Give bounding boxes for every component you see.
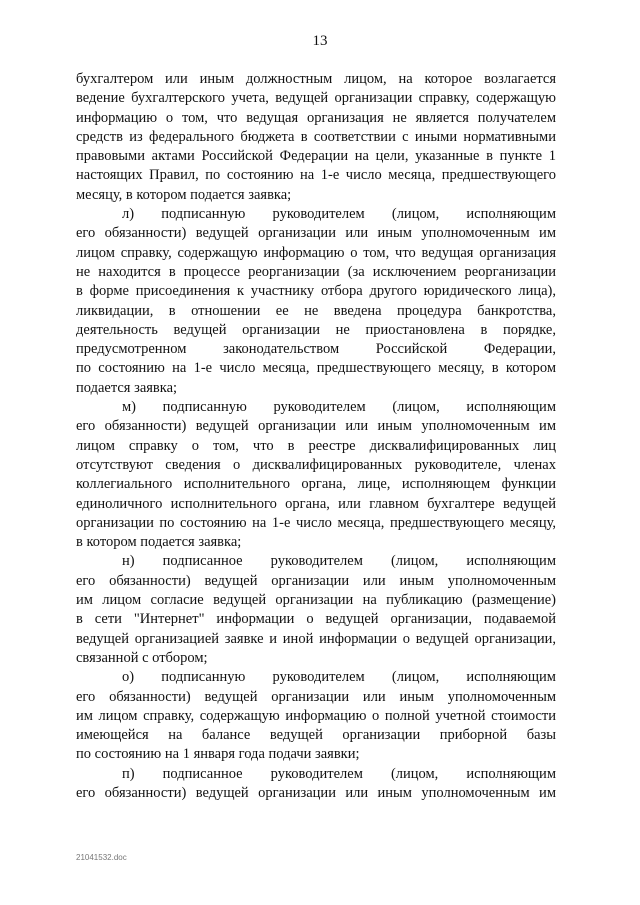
text-line: ликвидации, в отношении ее не введена процедура банкротства, — [76, 302, 556, 319]
text-line: его обязанности) ведущей организации или иным уполномоченным им — [76, 784, 556, 801]
text-line: его обязанности) ведущей организации или иным уполномоченным — [76, 688, 556, 705]
paragraph-item-m — [76, 398, 556, 552]
text-line: информацию о том, что ведущая организация не является получателем — [76, 109, 556, 126]
text-line: связанной с отбором; — [76, 649, 208, 666]
text-line: подается заявка; — [76, 379, 178, 396]
text-line: не находится в процессе реорганизации (за исключением реорганизации — [76, 263, 556, 280]
paragraph-item-o — [76, 668, 556, 764]
text-line: в котором подается заявка; — [76, 534, 242, 551]
text-line: средств из федерального бюджета в соответствии с иными нормативными — [76, 128, 556, 145]
document-body — [76, 70, 556, 803]
text-line: ведущей организацией заявке и иной информации о ведущей организации, — [76, 630, 556, 647]
text-line: коллегиального исполнительного органа, лице, исполняющем функции — [76, 476, 556, 493]
paragraph-continuation — [76, 70, 556, 205]
text-line: настоящих Правил, по состоянию на 1-е число месяца, предшествующего — [76, 167, 556, 184]
page-number: 13 — [312, 33, 328, 49]
text-line: его обязанности) ведущей организации или иным уполномоченным — [76, 572, 556, 589]
text-line: п) подписанное руководителем (лицом, исполняющим — [122, 765, 556, 782]
text-line: ведение бухгалтерского учета, ведущей организации справку, содержащую — [76, 90, 556, 107]
text-line: единоличного исполнительного органа, или главном бухгалтере ведущей — [76, 495, 556, 512]
text-line: имеющейся на балансе ведущей организации приборной базы — [76, 727, 556, 744]
text-line: правовыми актами Российской Федерации на цели, указанные в пункте 1 — [76, 148, 556, 165]
text-line: по состоянию на 1-е число месяца, предшествующего месяцу, в котором — [76, 360, 556, 377]
paragraph-item-p — [76, 765, 556, 804]
paragraph-item-n — [76, 552, 556, 668]
text-line: его обязанности) ведущей организации или иным уполномоченным им — [76, 418, 556, 435]
text-line: н) подписанное руководителем (лицом, исполняющим — [122, 553, 556, 570]
text-line: отсутствуют сведения о дисквалифицированных руководителе, членах — [76, 456, 556, 473]
text-line: им лицом справку, содержащую информацию о полной учетной стоимости — [76, 707, 556, 724]
text-line: бухгалтером или иным должностным лицом, на которое возлагается — [76, 71, 556, 87]
text-line: деятельность ведущей организации не приостановлена в порядке, — [76, 321, 556, 338]
text-line: м) подписанную руководителем (лицом, исполняющим — [122, 399, 556, 416]
paragraph-item-l — [76, 205, 556, 398]
file-name-footer: 21041532.doc — [76, 853, 127, 862]
text-line: организации по состоянию на 1-е число месяца, предшествующего месяцу, — [76, 514, 556, 531]
text-line: по состоянию на 1 января года подачи заявки; — [76, 746, 360, 763]
text-line: месяцу, в котором подается заявка; — [76, 186, 292, 203]
text-line: лицом справку о том, что в реестре дисквалифицированных лиц — [76, 437, 556, 454]
text-line: л) подписанную руководителем (лицом, исполняющим — [122, 206, 556, 223]
text-line: предусмотренном законодательством Российской Федерации, — [76, 341, 556, 358]
text-line: лицом справку, содержащую информацию о том, что ведущая организация — [76, 244, 556, 261]
text-line: его обязанности) ведущей организации или иным уполномоченным им — [76, 225, 556, 242]
text-line: в форме присоединения к участнику отбора другого юридического лица), — [76, 283, 556, 300]
text-line: в сети "Интернет" информации о ведущей организации, подаваемой — [76, 611, 556, 628]
text-line: о) подписанную руководителем (лицом, исполняющим — [122, 669, 556, 686]
text-line: им лицом согласие ведущей организации на публикацию (размещение) — [76, 592, 556, 609]
